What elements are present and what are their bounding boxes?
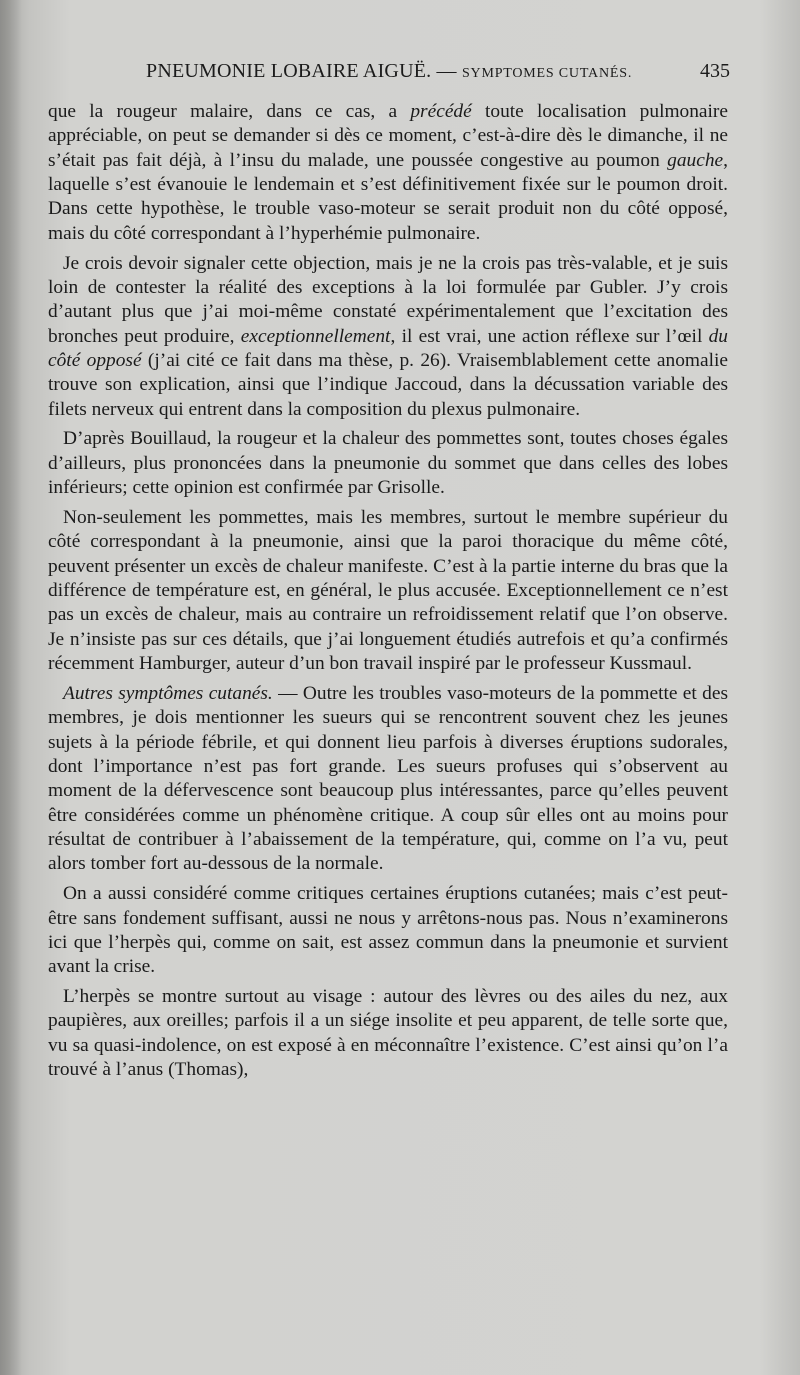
italic-text-run: précédé — [410, 101, 472, 122]
paragraph — [48, 682, 728, 877]
paragraph — [48, 427, 728, 500]
paragraph — [48, 985, 728, 1082]
paragraph — [48, 506, 728, 676]
paragraph — [48, 882, 728, 979]
italic-text-run: Autres symptômes cutanés. — [63, 682, 273, 704]
running-header — [50, 60, 730, 94]
text-run: toute localisation pulmonaire appréciable, on peut se demander si dès ce moment, c’est-à-dire dès le dimanche, il ne s’était pas fait déjà, à l’insu du malade, une poussée congestive au poumon — [48, 101, 728, 171]
text-run: On a aussi considéré comme critiques certaines éruptions cutanées; mais c’est peut-être sans fondement suffisant, aussi ne nous y arrêtons-nous pas. Nous n’examinerons ici que l’herpès qui, comme on sait, est assez commun dans la pneumonie et survient avant la crise. — [48, 883, 728, 978]
italic-text-run: gauche — [667, 149, 724, 171]
running-title-main: PNEUMONIE LOBAIRE AIGUË. — — [146, 60, 457, 82]
text-run: que la rougeur malaire, dans ce cas, a — [48, 101, 411, 122]
text-run: — Outre les troubles vaso-moteurs de la pommette et des membres, je dois mentionner les sueurs qui se rencontrent souvent chez les jeunes sujets à la période fébrile, et qui donnent lieu parfois à diverses éruptions sudorales, dont l’importance n’est pas fort grande. Les sueurs profuses qui s’observent au moment de la défervescence sont beaucoup plus intéressantes, parce qu’elles peuvent être considérées comme un phénomène critique. A coup sûr elles ont au moins pour résultat de contribuer à l’abaissement de la température, qui, comme on l’a vu, peut alors tomber fort au-dessous de la normale. — [48, 682, 728, 875]
text-run: L’herpès se montre surtout au visage : autour des lèvres ou des ailes du nez, aux paupières, aux oreilles; parfois il a un siége insolite et peu apparent, de telle sorte que, vu sa quasi-indolence, on est exposé à en méconnaître l’existence. C’est ainsi qu’on l’a trouvé à l’anus (Thomas), — [48, 986, 728, 1081]
italic-text-run: du côté opposé — [48, 325, 728, 371]
text-run: , laquelle s’est évanouie le lendemain et s’est définitivement fixée sur le poumon droit. Dans cette hypothèse, le trouble vaso-moteur se serait produit non du côté opposé, mais du côté correspondant à l’hyperhémie pulmonaire. — [48, 149, 728, 244]
text-run: Non-seulement les pommettes, mais les membres, surtout le membre supérieur du côté correspondant à la pneumonie, ainsi que la paroi thoracique du même côté, peuvent présenter un excès de chaleur manifeste. C’est à la partie interne du bras que la différence de température est, en général, le plus accusée. Exceptionnellement ce n’est pas un excès de chaleur, mais au contraire un refroidissement relatif que l’on observe. Je n’insiste pas sur ces détails, que j’ai longuement étudiés autrefois et qu’a confirmés récemment Hamburger, auteur d’un bon travail inspiré par le professeur Kussmaul. — [48, 507, 728, 675]
text-run: , il est vrai, une action réflexe sur l’œil — [390, 325, 709, 347]
paragraph — [48, 252, 728, 422]
text-run: Je crois devoir signaler cette objection, mais je ne la crois pas très-valable, et je suis loin de contester la réalité des exceptions à la loi formulée par Gubler. J’y crois d’autant plus que j’ai moi-même constaté expérimentalement que l’excitation des bronches peut produire, — [48, 252, 728, 347]
running-subtitle: SYMPTOMES CUTANÉS. — [461, 66, 633, 81]
binding-shadow — [0, 0, 22, 1375]
paragraph — [48, 100, 728, 246]
page-number: 435 — [700, 60, 730, 82]
italic-text-run: exceptionnellement — [240, 325, 391, 347]
running-title — [146, 60, 632, 83]
body-text — [48, 100, 728, 1082]
text-run: (j’ai cité ce fait dans ma thèse, p. 26). Vraisemblablement cette anomalie trouve son explication, ainsi que l’indique Jaccoud, dans la décussation variable des filets nerveux qui entrent dans la composition du plexus pulmonaire. — [48, 349, 728, 420]
text-run: D’après Bouillaud, la rougeur et la chaleur des pommettes sont, toutes choses égales d’ailleurs, plus prononcées dans la pneumonie du sommet que dans celles des lobes inférieurs; cette opinion est confirmée par Grisolle. — [48, 428, 728, 499]
